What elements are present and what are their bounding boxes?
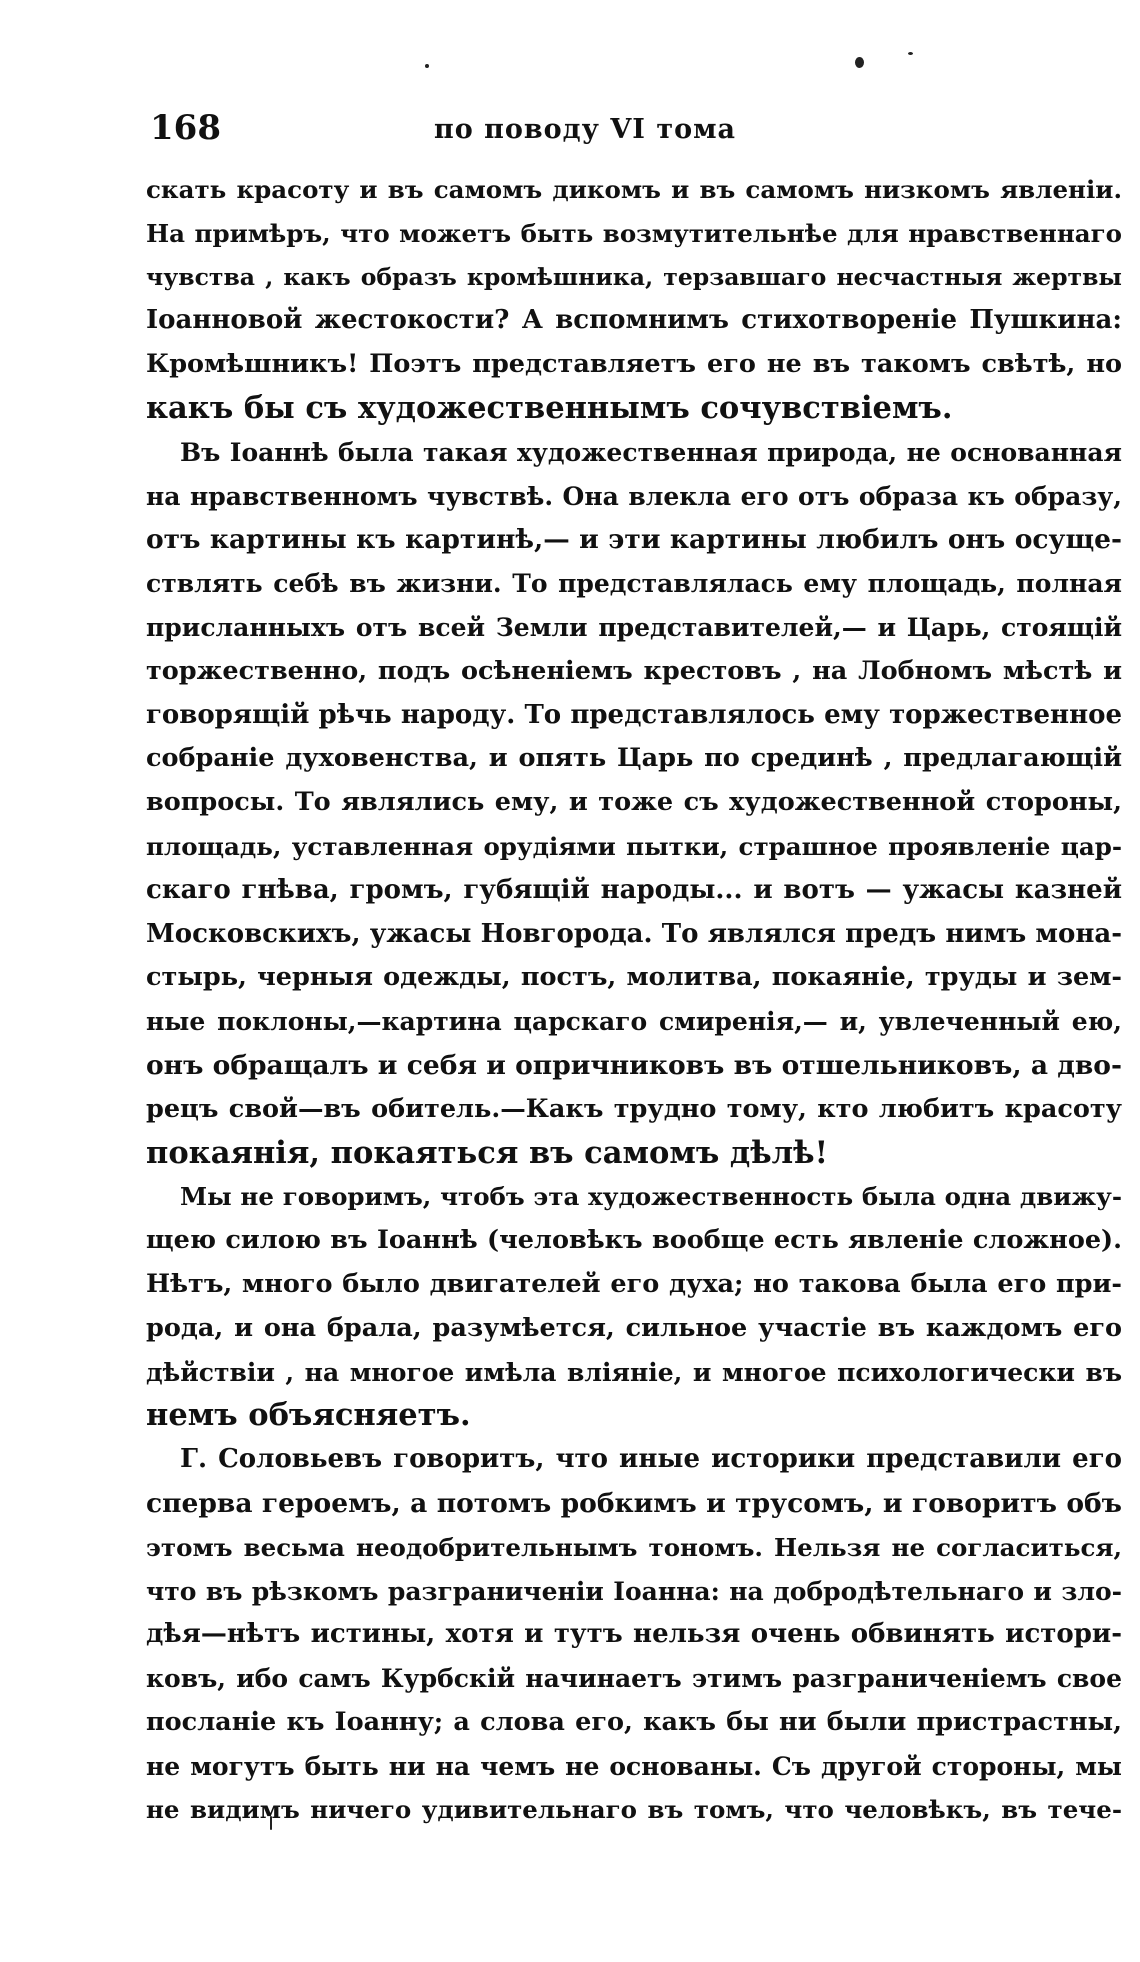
paragraph-4 (146, 1438, 1122, 1832)
page-number: 168 (150, 108, 221, 148)
page-body (146, 168, 1122, 1832)
text-line: на нравственномъ чувствѣ. Она влекла его отъ образа къ образу, (146, 481, 1122, 511)
page-header (150, 108, 1020, 148)
text-line: торжественно, подъ осѣненіемъ крестовъ , на Лобномъ мѣстѣ и (146, 655, 1122, 686)
text-line: немъ объясняетъ. (146, 1397, 471, 1434)
text-line: скаго гнѣва, громъ, губящій народы... и вотъ — ужасы казней (146, 874, 1122, 905)
text-line: сперва героемъ, а потомъ робкимъ и трусомъ, и говоритъ объ (146, 1487, 1122, 1519)
text-line: стырь, черныя одежды, постъ, молитва, покаяніе, труды и зем- (146, 962, 1122, 993)
text-line: На примѣръ, что можетъ быть возмутительнѣе для нравственнаго (146, 218, 1122, 248)
text-line: покаянія, покаяться въ самомъ дѣлѣ! (146, 1134, 828, 1171)
paragraph-3 (146, 1175, 1122, 1438)
text-line: Московскихъ, ужасы Новгорода. То являлся предъ нимъ мона- (146, 918, 1122, 949)
text-line: Г. Соловьевъ говоритъ, что иные историки представили его (180, 1444, 1122, 1475)
text-line: Въ Іоаннѣ была такая художественная природа, не основанная (180, 437, 1122, 467)
text-line: дѣя—нѣтъ истины, хотя и тутъ нельзя очень обвинять истори- (146, 1619, 1122, 1650)
text-line: отъ картины къ картинѣ,— и эти картины любилъ онъ осуще- (146, 524, 1122, 556)
text-line: ные поклоны,—картина царскаго смиренія,— и, увлеченный ею, (146, 1007, 1122, 1037)
text-line: присланныхъ отъ всей Земли представителей,— и Царь, стоящій (146, 612, 1122, 642)
text-line: Іоанновой жестокости? А вспомнимъ стихотвореніе Пушкина: (146, 305, 1122, 336)
text-line: онъ обращалъ и себя и опричниковъ въ отшельниковъ, а дво- (146, 1049, 1122, 1081)
text-line: щею силою въ Іоаннѣ (человѣкъ вообще есть явленіе сложное). (146, 1225, 1122, 1256)
text-line: не могутъ быть ни на чемъ не основаны. Съ другой стороны, мы (146, 1751, 1122, 1781)
text-line: Нѣтъ, много было двигателей его духа; но такова была его при- (146, 1268, 1122, 1299)
text-line: рода, и она брала, разумѣется, сильное участіе въ каждомъ его (146, 1312, 1122, 1343)
text-line: ствлять себѣ въ жизни. То представлялась ему площадь, полная (146, 569, 1122, 599)
text-line: вопросы. То являлись ему, и тоже съ художественной стороны, (146, 787, 1122, 818)
text-line: этомъ весьма неодобрительнымъ тономъ. Нельзя не согласиться, (146, 1532, 1122, 1562)
running-title: по поводу VI тома (433, 114, 737, 145)
text-line: дѣйствіи , на многое имѣла вліяніе, и многое психологически въ (146, 1357, 1122, 1387)
text-line: Кромѣшникъ! Поэтъ представляетъ его не въ такомъ свѣтѣ, но (146, 349, 1122, 380)
text-line: Мы не говоримъ, чтобъ эта художественность была одна движу- (180, 1182, 1122, 1212)
text-line: посланіе къ Іоанну; а слова его, какъ бы ни были пристрастны, (146, 1706, 1122, 1737)
text-line: скать красоту и въ самомъ дикомъ и въ самомъ низкомъ явленіи. (146, 175, 1122, 204)
text-line: собраніе духовенства, и опять Царь по срединѣ , предлагающій (146, 743, 1122, 774)
text-line: чувства , какъ образъ кромѣшника, терзавшаго несчастныя жертвы (146, 262, 1122, 291)
text-line: рецъ свой—въ обитель.—Какъ трудно тому, кто любитъ красоту (146, 1093, 1122, 1124)
text-line: площадь, уставленная орудіями пытки, страшное проявленіе цар- (146, 831, 1122, 861)
scan-speck (855, 57, 864, 68)
paragraph-2 (146, 431, 1122, 1176)
text-line: не видимъ ничего удивительнаго въ томъ, что человѣкъ, въ тече- (146, 1795, 1122, 1825)
scan-speck (425, 64, 429, 68)
text-line: говорящій рѣчь народу. То представлялось ему торжественное (146, 699, 1122, 730)
text-line: ковъ, ибо самъ Курбскій начинаетъ этимъ разграниченіемъ свое (146, 1664, 1122, 1694)
scan-speck (908, 52, 913, 55)
text-line: какъ бы съ художественнымъ сочувствіемъ. (146, 389, 953, 426)
paragraph-1 (146, 168, 1122, 431)
text-line: что въ рѣзкомъ разграниченіи Іоанна: на добродѣтельнаго и зло- (146, 1576, 1122, 1606)
